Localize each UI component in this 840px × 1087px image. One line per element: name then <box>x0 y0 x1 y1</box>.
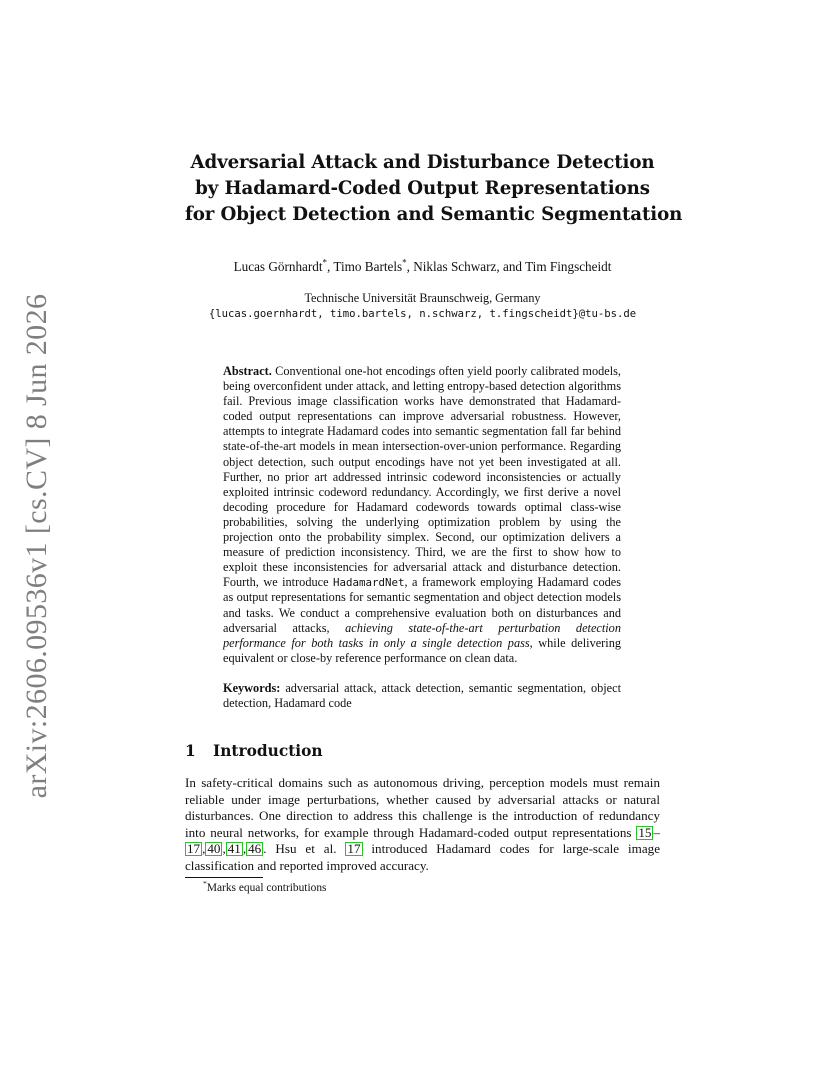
citation-comma: , <box>222 841 226 857</box>
citation-link[interactable]: 41 <box>227 841 241 857</box>
citation-link[interactable]: 46 <box>248 841 262 857</box>
introduction-paragraph <box>185 775 660 874</box>
abstract-label: Abstract. <box>223 364 272 378</box>
author-name: Niklas Schwarz <box>413 259 497 274</box>
section-number: 1 <box>185 742 196 761</box>
footnote-text: Marks equal contributions <box>206 882 327 895</box>
abstract <box>223 364 621 666</box>
equal-contribution-mark: * <box>322 257 328 268</box>
section-title: Introduction <box>213 742 323 761</box>
arxiv-identifier: arXiv:2606.09536v1 [cs.CV] 8 Jun 2026 <box>20 293 53 799</box>
footnote-mark: * <box>203 879 207 889</box>
author-emails: {lucas.goernhardt, timo.bartels, n.schwarz, t.fingscheidt}@tu-bs.de <box>208 308 637 320</box>
framework-name: HadamardNet <box>332 576 405 590</box>
abstract-emphasis: achieving state-of-the-art perturbation detection performance for both tasks in only a single detection pass <box>223 620 621 650</box>
keywords-text: adversarial attack, attack detection, semantic segmentation, object detection, Hadamard code <box>223 680 622 710</box>
citation-comma: , <box>242 841 247 857</box>
citation-link[interactable]: 15 <box>638 824 652 840</box>
citation-comma: , <box>202 841 206 857</box>
author-separator: , <box>406 259 414 274</box>
equal-contribution-mark: * <box>402 257 407 268</box>
paper-page <box>185 150 683 895</box>
citation-dash: – <box>653 824 660 840</box>
author-name: Timo Bartels <box>333 259 403 274</box>
keywords <box>223 681 621 711</box>
section-heading-introduction <box>185 741 660 761</box>
author-separator: , <box>327 259 334 274</box>
intro-text: In safety-critical domains such as autonomous driving, perception models must remain reliable under image perturbations, whether caused by adversarial attacks or natural disturbances. One direction to address this challenge is the introduction of redundancy into neural networks, for example through Hadamard-coded output representations <box>185 775 660 840</box>
affiliation: Technische Universität Braunschweig, Germany <box>304 291 541 305</box>
keywords-label: Keywords: <box>223 680 281 695</box>
author-name: Tim Fingscheidt <box>525 259 612 274</box>
citation-link[interactable]: 17 <box>187 841 201 857</box>
abstract-text: Conventional one-hot encodings often yield poorly calibrated models, being overconfident under attack, and letting entropy-based detection algorithms fail. Previous image classification works have demonstrated that Hadamard-coded output representations can improve adversarial robustness. However, attempts to integrate Hadamard codes into semantic segmentation fall far behind state-of-the-art models in mean intersection-over-union performance. Regarding object detection, such output encodings have not yet been investigated at all. Further, no prior art addressed intrinsic codeword inconsistencies or actually exploited intrinsic codeword redundancy. Accordingly, we first derive a novel decoding procedure for Hadamard codewords towards optimal class-wise probabilities, solving the underlying optimization problem by using the projection onto the probability simplex. Second, our optimization delivers a measure of prediction inconsistency. Third, we are the first to show how to exploit these inconsistencies for adversarial attack and disturbance detection. Fourth, we introduce <box>223 364 621 590</box>
author-list <box>185 259 660 275</box>
paper-title <box>185 150 683 228</box>
title-line-2: by Hadamard-Coded Output Representations <box>195 178 650 199</box>
abstract-text: , while delivering equivalent or close-by reference performance on clean data. <box>223 635 621 665</box>
title-line-3: for Object Detection and Semantic Segmentation <box>185 204 683 225</box>
citation-link[interactable]: 40 <box>207 841 221 857</box>
abstract-text: , a framework employing Hadamard codes as output representations for semantic segmentation and object detection models and tasks. We conduct a comprehensive evaluation both on disturbances and adversarial attacks, <box>223 575 621 635</box>
author-name: Lucas Görnhardt <box>233 259 323 274</box>
footnote-divider <box>185 877 263 878</box>
intro-text: introduced Hadamard codes for large-scale image classification and reported improved accuracy. <box>185 841 661 873</box>
footnote <box>185 881 660 895</box>
citation-link[interactable]: 17 <box>347 841 361 857</box>
intro-text: . Hsu et al. <box>263 841 346 857</box>
title-line-1: Adversarial Attack and Disturbance Detection <box>190 152 655 173</box>
author-separator: , and <box>496 259 526 274</box>
